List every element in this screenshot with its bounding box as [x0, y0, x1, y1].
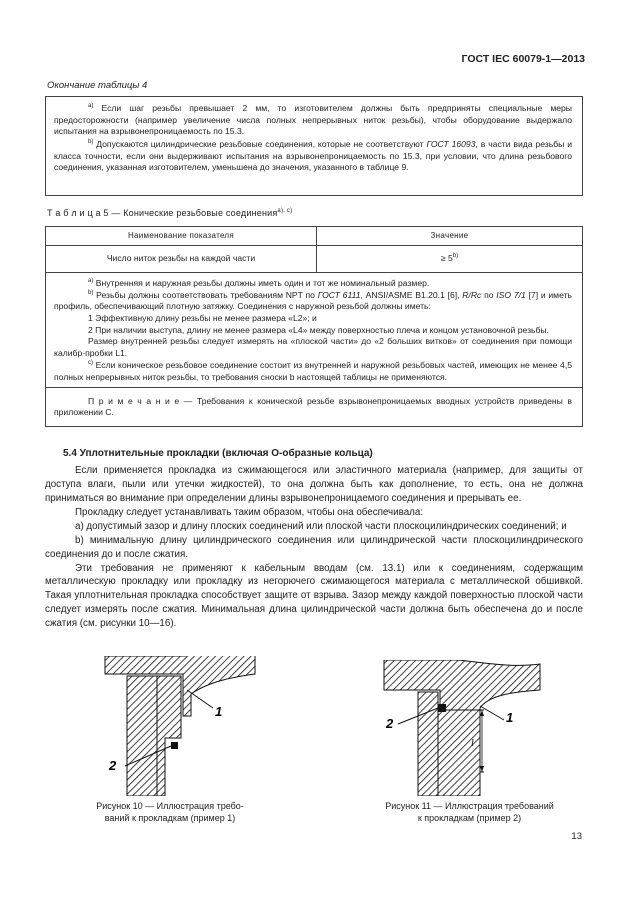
- leader-label-2: 2: [386, 716, 394, 731]
- table5-footnotes: [46, 273, 583, 388]
- footnote-item-3: Размер внутренней резьбы следует измерять на «плоской части» до «2 больших витков» от соединения при помощи калибр-пробки L1.: [54, 336, 572, 359]
- table5-remark: П р и м е ч а н и е — Требования к конической резьбе взрывонепроницаемых вводных устройств приведены в приложении C.: [46, 388, 583, 427]
- figure-10: [95, 656, 275, 796]
- footnote-c: $^{c)}$ Если коническое резьбовое соединение состоит из внутренней и наружной резьбовых частей, имеющих не менее 4,5 полных непрерывных ниток резьбы, то требования сноски b настоящей таблицы не применяются.: [54, 359, 572, 382]
- section-heading: 5.4 Уплотнительные прокладки (включая О-образные кольца): [63, 448, 373, 459]
- footnote-a: $^{a)}$ Внутренняя и наружная резьбы должны иметь один и тот же номинальный размер.: [88, 278, 430, 288]
- body-part: [127, 676, 157, 796]
- table5-title: Т а б л и ц а 5 — Конические резьбовые соединения$^{a), c)}$: [47, 208, 293, 218]
- body-flange: [157, 676, 181, 796]
- table4-footnotes: [45, 96, 583, 196]
- footnote-b: $^{b)}$ Резьбы должны соответствовать требованиям NPT по ГОСТ 6111, ANSI/ASME B1.20.1 [6], R/Rc по ISO 7/1 [7] и иметь профиль, обеспечивающий плотную затяжку. Соединения с наружной резьбой должны иметь:: [54, 289, 572, 312]
- paragraph: a) допустимый зазор и длину плоских соединений или плоской части плоскоцилиндрических соединений; и: [75, 520, 567, 532]
- table-row: [46, 246, 583, 273]
- gasket-mark: [438, 704, 446, 712]
- body-part: [418, 692, 438, 796]
- document-header: ГОСТ IEC 60079-1—2013: [461, 53, 585, 65]
- table5-header-name: Наименование показателя: [46, 227, 317, 246]
- footnote-item-1: 1 Эффективную длину резьбы не менее размера «L2»; и: [88, 313, 317, 324]
- footnote-a: $^{a)}$ Если шаг резьбы превышает 2 мм, то изготовителем должны быть предприняты специальные меры предосторожности (например увеличение числа полных непрерывных ниток резьбы), чтобы оборудование выдержало испытания на взрывонепроницаемость по 15.3.: [54, 103, 572, 137]
- paragraph: b) минимальную длину цилиндрического соединения или цилиндрической части плоскоцилиндрического соединения до и после сжатия.: [45, 534, 583, 560]
- paragraph: Прокладку следует устанавливать таким образом, чтобы она обеспечивала:: [75, 506, 424, 518]
- table5-header-value: Значение: [317, 227, 583, 246]
- leader-label-2: 2: [109, 758, 117, 773]
- figure-11: [380, 660, 550, 796]
- paragraph: Эти требования не применяют к кабельным вводам (см. 13.1) или к соединениям, содержащим металлическую прокладку или прокладку из негорючего сжимающегося материала с металлической обшивкой. Такая уплотнительная прокладка способствует защите от взрыва. Зазор между каждой поверхностью плоской части следует измерять после сжатия. Минимальная длина цилиндрической части должна быть обеспечена до и после сжатия (см. рисунки 10—16).: [45, 562, 583, 630]
- footnote-b: $^{b)}$ Допускаются цилиндрические резьбовые соединения, которые не соответствуют ГОСТ 16093, в части вида резьбы и класса точности, если они выдерживают испытания на взрывонепроницаемость по 15.3, при условии, что длина резьбового соединения, указанная изготовителем, уменьшена до значения, указанного в таблице 9.: [54, 139, 573, 173]
- figure-11-caption: Рисунок 11 — Иллюстрация требований к прокладкам (пример 2): [385, 801, 554, 824]
- figure-10-caption: Рисунок 10 — Иллюстрация требо- ваний к прокладкам (пример 1): [96, 801, 244, 824]
- table5-row-name: Число ниток резьбы на каждой части: [46, 246, 317, 273]
- table5-row-value: ≥ $5^{b)}$: [317, 246, 583, 273]
- table4-continuation-label: Окончание таблицы 4: [47, 80, 148, 91]
- footnote-item-2: 2 При наличии выступа, длину не менее размера «L4» между поверхностью плеча и концом установочной резьбы.: [88, 324, 549, 335]
- section-5-4: [45, 447, 583, 631]
- leader-label-1: 1: [215, 704, 223, 719]
- dimension-label: l: [471, 738, 474, 749]
- page-number: 13: [571, 831, 582, 842]
- cover-part: [384, 660, 540, 710]
- paragraph: Если применяется прокладка из сжимающегося или эластичного материала (например, для защиты от доступа влаги, пыли или утечки жидкостей), то она должна быть как дополнение, то есть, она не должна приниматься во внимание при определении длины взрывонепроницаемого соединения и прерывать ее.: [45, 465, 583, 504]
- table5: [45, 226, 583, 427]
- leader-label-1: 1: [506, 710, 514, 725]
- body-flange: [438, 710, 480, 796]
- gasket-mark: [171, 742, 178, 749]
